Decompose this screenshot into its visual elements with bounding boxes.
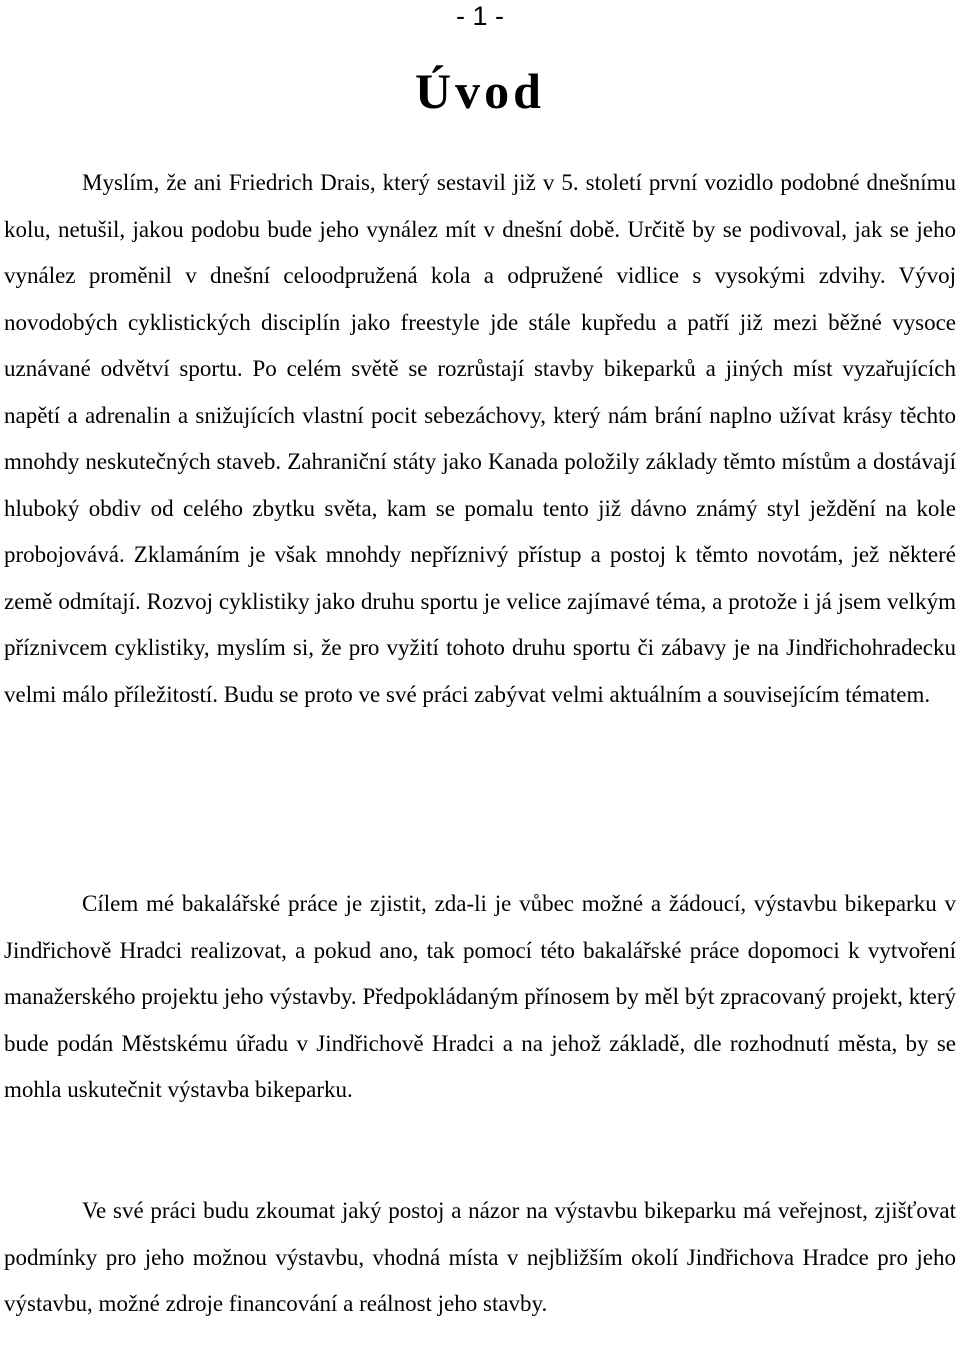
page-number: - 1 -	[455, 1, 504, 31]
paragraph-goal: Cílem mé bakalářské práce je zjistit, zda-li je vůbec možné a žádoucí, výstavbu bikeparku v Jindřichově Hradci realizovat, a pokud ano, tak pomocí této bakalářské práce dopomoci k vytvoření manažerského projektu jeho výstavby. Předpokládaným přínosem by měl být zpracovaný projekt, který bude podán Městskému úřadu v Jindřichově Hradci a na jehož základě, dle rozhodnutí města, by se mohla uskutečnit výstavba bikeparku.	[4, 891, 956, 1102]
chapter-heading: Úvod	[415, 63, 545, 119]
paragraph-method: Ve své práci budu zkoumat jaký postoj a názor na výstavbu bikeparku má veřejnost, zjišťovat podmínky pro jeho možnou výstavbu, vhodná místa v nejbližším okolí Jindřichova Hradce pro jeho výstavbu, možné zdroje financování a reálnost jeho stavby.	[4, 1198, 956, 1316]
paragraph-intro: Myslím, že ani Friedrich Drais, který sestavil již v 5. století první vozidlo podobné dnešnímu kolu, netušil, jakou podobu bude jeho vynález mít v dnešní době. Určitě by se podivoval, jak se jeho vynález proměnil v dnešní celoodpružená kola a odpružené vidlice s vysokými zdvihy. Vývoj novodobých cyklistických disciplín jako freestyle jde stále kupředu a patří již mezi běžné vysoce uznávané odvětví sportu. Po celém světě se rozrůstají stavby bikeparků a jiných míst vyzařujících napětí a adrenalin a snižujících vlastní pocit sebezáchovy, který nám brání naplno užívat krásy těchto mnohdy neskutečných staveb. Zahraniční státy jako Kanada položily základy těmto místům a dostávají hluboký obdiv od celého zbytku světa, kam se pomalu tento již dávno známý styl ježdění na kole probojovává. Zklamáním je však mnohdy nepříznivý přístup a postoj k těmto novotám, jež některé země odmítají. Rozvoj cyklistiky jako druhu sportu je velice zajímavé téma, a protože i já jsem velkým příznivcem cyklistiky, myslím si, že pro vyžití tohoto druhu sportu či zábavy je na Jindřichohradecku velmi málo příležitostí. Budu se proto ve své práci zabývat velmi aktuálním a souvisejícím tématem.	[4, 170, 956, 707]
